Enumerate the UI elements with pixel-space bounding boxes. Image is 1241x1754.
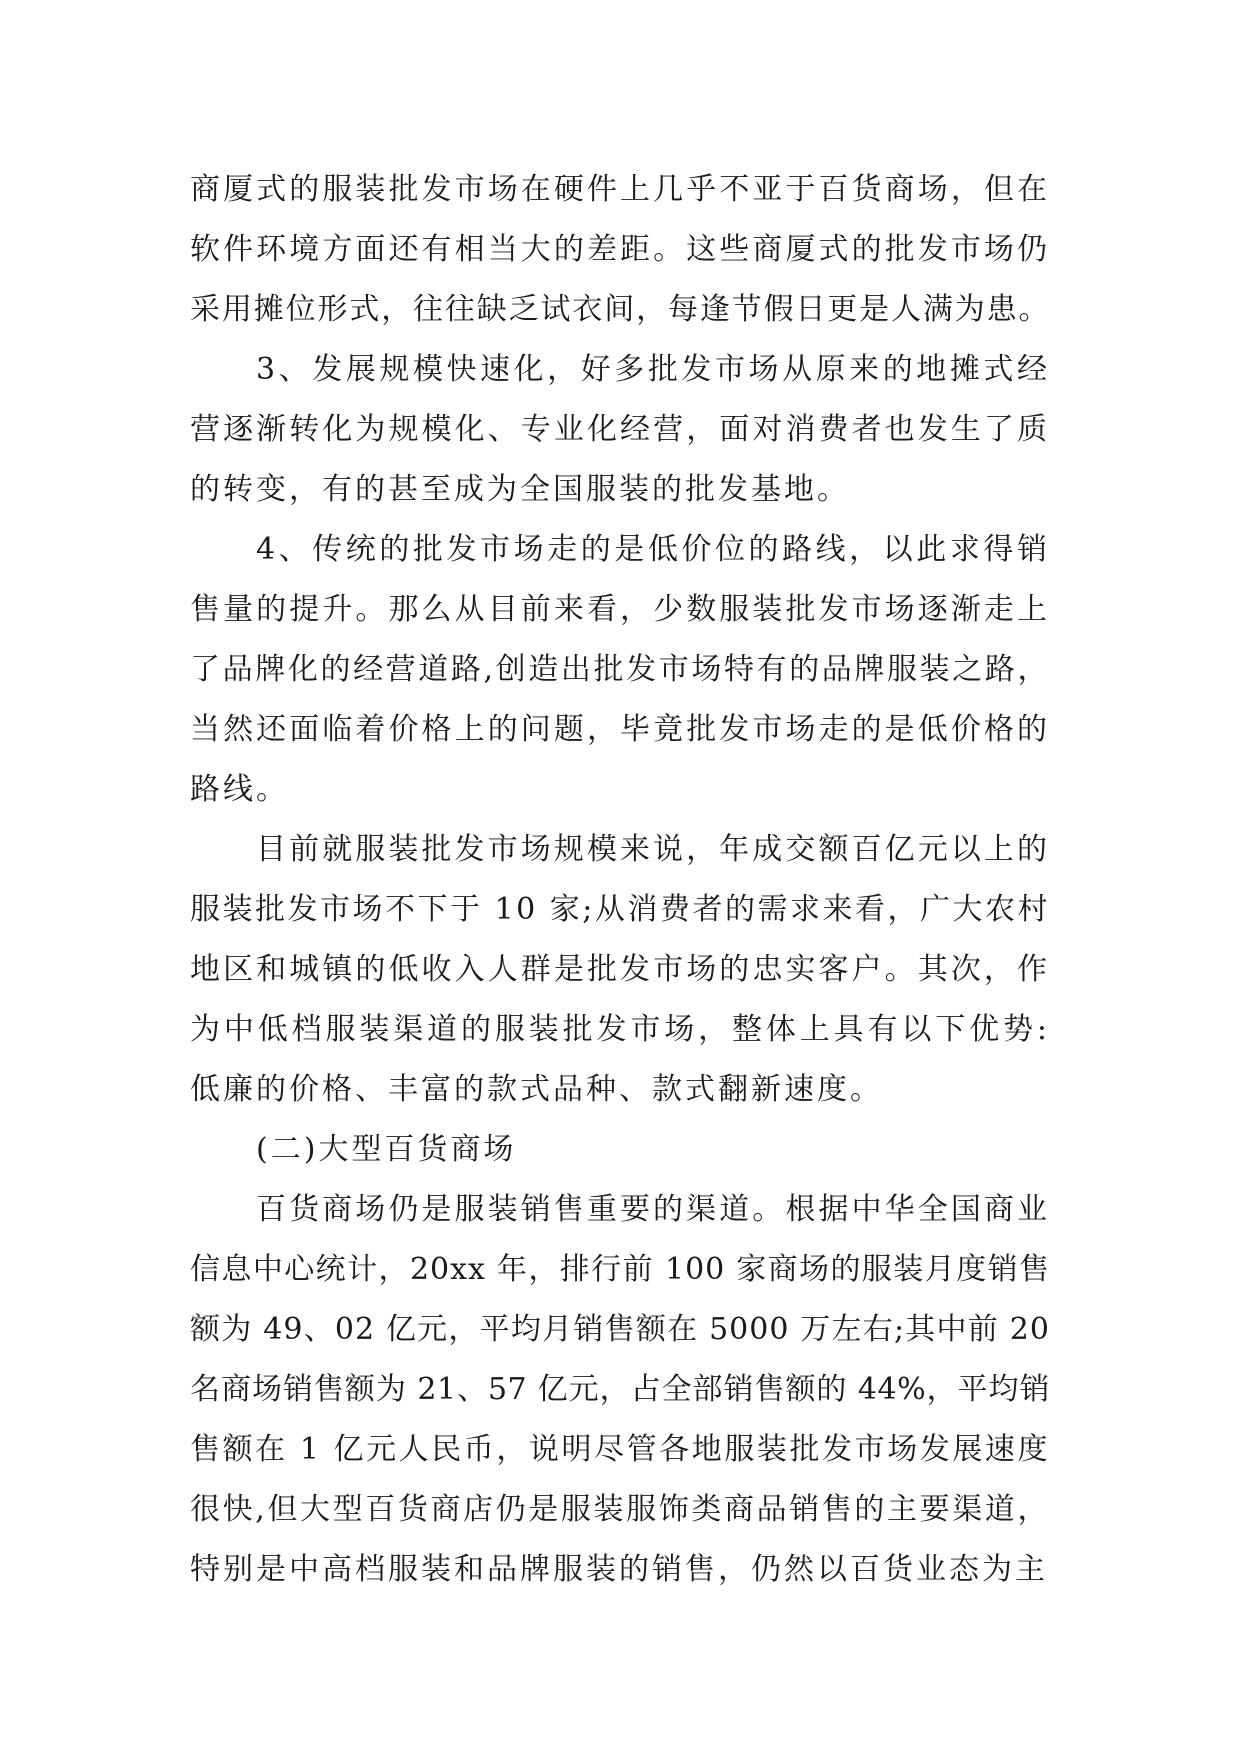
- text-line: 营逐渐转化为规模化、专业化经营，面对消费者也发生了质: [190, 412, 1050, 447]
- text-line: 百货商场仍是服装销售重要的渠道。根据中华全国商业: [256, 1192, 1050, 1227]
- text-line: 很快,但大型百货商店仍是服装服饰类商品销售的主要渠道，: [190, 1492, 1050, 1527]
- text-line: 软件环境方面还有相当大的差距。这些商厦式的批发市场仍: [190, 232, 1050, 267]
- text-line: 3、发展规模快速化，好多批发市场从原来的地摊式经: [256, 352, 1050, 387]
- text-line: 了品牌化的经营道路,创造出批发市场特有的品牌服装之路，: [190, 652, 1050, 687]
- text-line: 的转变，有的甚至成为全国服装的批发基地。: [190, 472, 850, 507]
- text-line: 采用摊位形式，往往缺乏试衣间，每逢节假日更是人满为患。: [190, 292, 1050, 327]
- text-line: (二)大型百货商场: [256, 1132, 517, 1167]
- text-line: 信息中心统计，20xx 年，排行前 100 家商场的服装月度销售: [190, 1252, 1050, 1287]
- text-line: 为中低档服装渠道的服装批发市场，整体上具有以下优势:: [190, 1012, 1050, 1047]
- text-line: 名商场销售额为 21、57 亿元，占全部销售额的 44%，平均销: [190, 1372, 1050, 1407]
- text-line: 售额在 1 亿元人民币，说明尽管各地服装批发市场发展速度: [190, 1432, 1050, 1467]
- text-line: 额为 49、02 亿元，平均月销售额在 5000 万左右;其中前 20: [190, 1312, 1050, 1347]
- text-line: 商厦式的服装批发市场在硬件上几乎不亚于百货商场，但在: [190, 172, 1050, 207]
- text-line: 地区和城镇的低收入人群是批发市场的忠实客户。其次，作: [190, 952, 1050, 987]
- text-line: 服装批发市场不下于 10 家;从消费者的需求来看，广大农村: [190, 892, 1050, 927]
- text-line: 4、传统的批发市场走的是低价位的路线，以此求得销: [256, 532, 1050, 567]
- body-text: [190, 160, 1050, 1600]
- text-line: 售量的提升。那么从目前来看，少数服装批发市场逐渐走上: [190, 592, 1050, 627]
- text-line: 特别是中高档服装和品牌服装的销售，仍然以百货业态为主: [190, 1552, 1048, 1587]
- text-line: 目前就服装批发市场规模来说，年成交额百亿元以上的: [256, 832, 1050, 867]
- text-line: 路线。: [190, 772, 289, 807]
- text-line: 低廉的价格、丰富的款式品种、款式翻新速度。: [190, 1072, 883, 1107]
- text-line: 当然还面临着价格上的问题，毕竟批发市场走的是低价格的: [190, 712, 1050, 747]
